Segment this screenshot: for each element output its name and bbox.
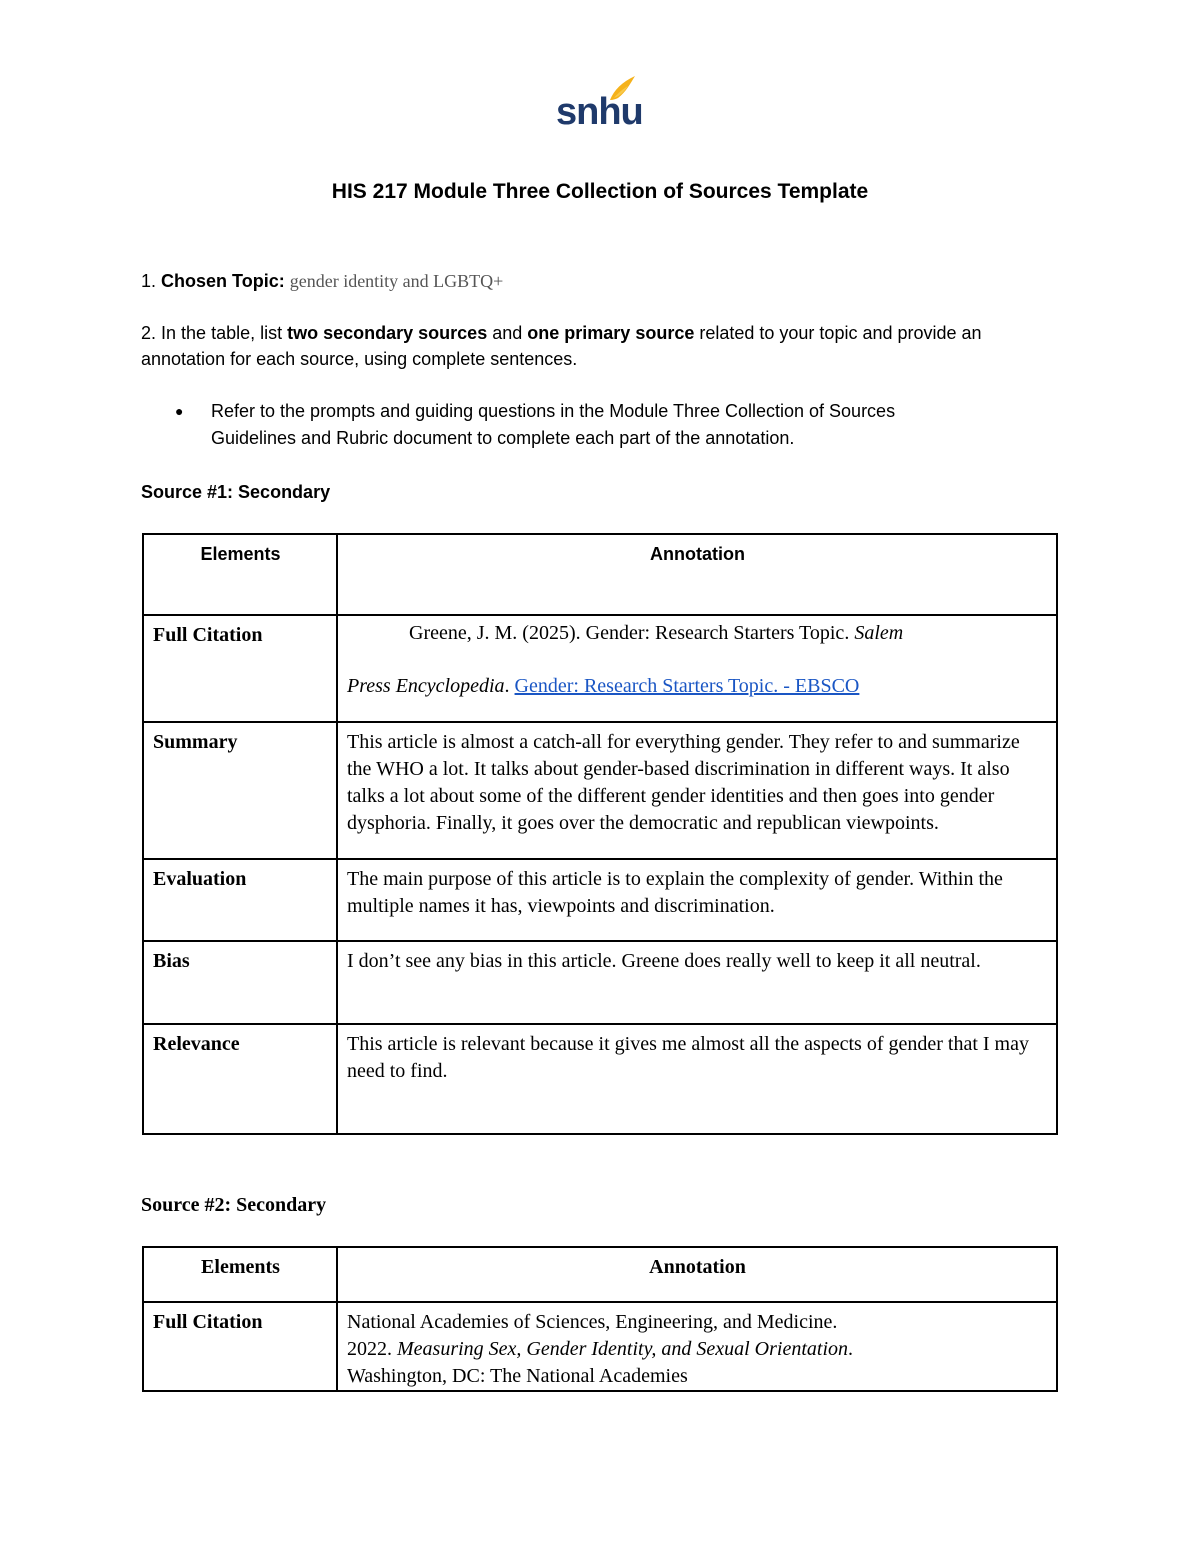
source2-heading: Source #2: Secondary [141,1194,327,1216]
source1-heading: Source #1: Secondary [141,482,331,502]
instruction-text-c: related to your topic and provide an [699,323,982,343]
evaluation-text: The main purpose of this article is to explain the complexity of gender. Within the multiple names it has, viewpoints and discrimination. [337,859,1057,941]
relevance-label: Relevance [143,1024,337,1134]
chosen-topic-label: Chosen Topic: [161,271,285,291]
table-row [143,615,1057,722]
instruction-bold-b: one primary source [527,323,695,343]
annotation-header: Annotation [337,534,1057,615]
full-citation-cell: Greene, J. M. (2025). Gender: Research Starters Topic. Salem Press Encyclopedia. Gender: Research Starters Topic. - EBSCO [337,615,1057,722]
full-citation-label: Full Citation [143,615,337,722]
page-title: HIS 217 Module Three Collection of Sources Template [331,180,869,203]
bullet-line-2: Guidelines and Rubric document to complete each part of the annotation. [211,428,795,448]
full-citation-label: Full Citation [143,1302,337,1391]
snhu-logo [556,74,643,133]
relevance-text: This article is relevant because it gives me almost all the aspects of gender that I may need to find. [337,1024,1057,1134]
item1-number: 1. [141,271,157,291]
table-header-row [143,534,1057,615]
citation-italic-2: Press Encyclopedia [347,675,505,697]
summary-text: This article is almost a catch-all for everything gender. They refer to and summarize the WHO a lot. It talks about gender-based discrimination in different ways. It also talks a lot about some of the different gender identities and then goes into gender dysphoria. Finally, it goes over the democratic and republican viewpoints. [337,722,1057,859]
citation-year: 2022. [347,1338,392,1360]
citation-link[interactable]: Gender: Research Starters Topic. - EBSCO [514,675,860,697]
evaluation-label: Evaluation [143,859,337,941]
elements-header: Elements [143,1247,337,1302]
bullet-icon: ● [175,403,184,419]
source2-table [142,1246,1058,1392]
citation-text: Greene, J. M. (2025). Gender: Research Starters Topic. [409,622,850,644]
citation-italic-1: Salem [854,622,904,644]
source1-table [142,533,1058,1135]
chosen-topic-line [141,268,503,294]
instruction-line-2: annotation for each source, using complete sentences. [141,349,578,369]
citation-italic: Measuring Sex, Gender Identity, and Sexual Orientation [397,1338,849,1360]
table-row [143,1302,1057,1391]
citation-line-3: Washington, DC: The National Academies [347,1365,688,1387]
bullet-line-1: Refer to the prompts and guiding questions in the Module Three Collection of Sources [211,401,896,421]
bias-label: Bias [143,941,337,1024]
instruction-bold-a: two secondary sources [287,323,488,343]
logo-wordmark: snhu [556,91,643,133]
table-row [143,722,1057,859]
item2-number: 2. [141,323,157,343]
table-header-row [143,1247,1057,1302]
table-row [143,941,1057,1024]
bias-text: I don’t see any bias in this article. Greene does really well to keep it all neutral. [337,941,1057,1024]
table-row [143,1024,1057,1134]
citation-line-1: National Academies of Sciences, Engineering, and Medicine. [347,1311,838,1333]
full-citation-cell: National Academies of Sciences, Engineering, and Medicine. 2022. Measuring Sex, Gender Identity, and Sexual Orientation. Washington, DC: The National Academies [337,1302,1057,1391]
instruction-text-b: and [492,323,523,343]
instruction-line-1 [141,320,982,346]
annotation-header: Annotation [337,1247,1057,1302]
table-row [143,859,1057,941]
instruction-text-a: In the table, list [161,323,283,343]
elements-header: Elements [143,534,337,615]
summary-label: Summary [143,722,337,859]
chosen-topic-value: gender identity and LGBTQ+ [289,271,504,291]
